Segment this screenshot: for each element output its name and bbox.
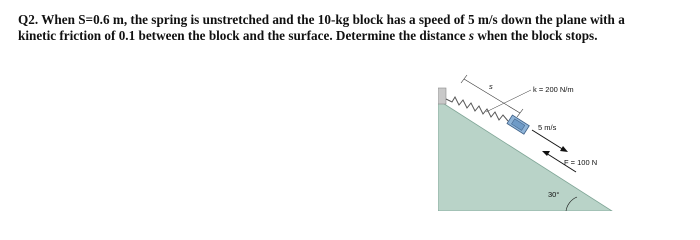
problem-line-2 [18, 28, 688, 44]
s-dimension-tick-left [461, 75, 467, 83]
block [507, 115, 529, 134]
problem-text-line-2b: when the block stops. [474, 28, 598, 43]
question-number: Q2. [18, 12, 39, 27]
incline-surface [438, 100, 612, 211]
force-label: F = 100 N [564, 158, 598, 167]
incline-diagram-svg [438, 66, 638, 211]
angle-label: 30° [548, 190, 560, 199]
problem-statement [18, 12, 688, 44]
problem-line-1 [18, 12, 688, 28]
problem-text-line-1: When S=0.6 m, the spring is unstretched and the 10-kg block has a speed of 5 m/s down the plane with a [38, 12, 625, 27]
distance-variable: s [468, 28, 475, 43]
s-dimension-tick-right [517, 109, 523, 117]
spring-constant-label: k = 200 N/m [533, 85, 574, 94]
problem-text-line-2a: kinetic friction of 0.1 between the block and the surface. Determine the distance [18, 28, 469, 43]
incline-diagram [438, 66, 638, 211]
velocity-arrow [532, 130, 564, 150]
speed-label: 5 m/s [538, 123, 557, 132]
s-label: s [489, 82, 493, 91]
k-leader-line [486, 90, 531, 112]
wall [438, 88, 446, 104]
velocity-arrowhead [560, 146, 568, 152]
